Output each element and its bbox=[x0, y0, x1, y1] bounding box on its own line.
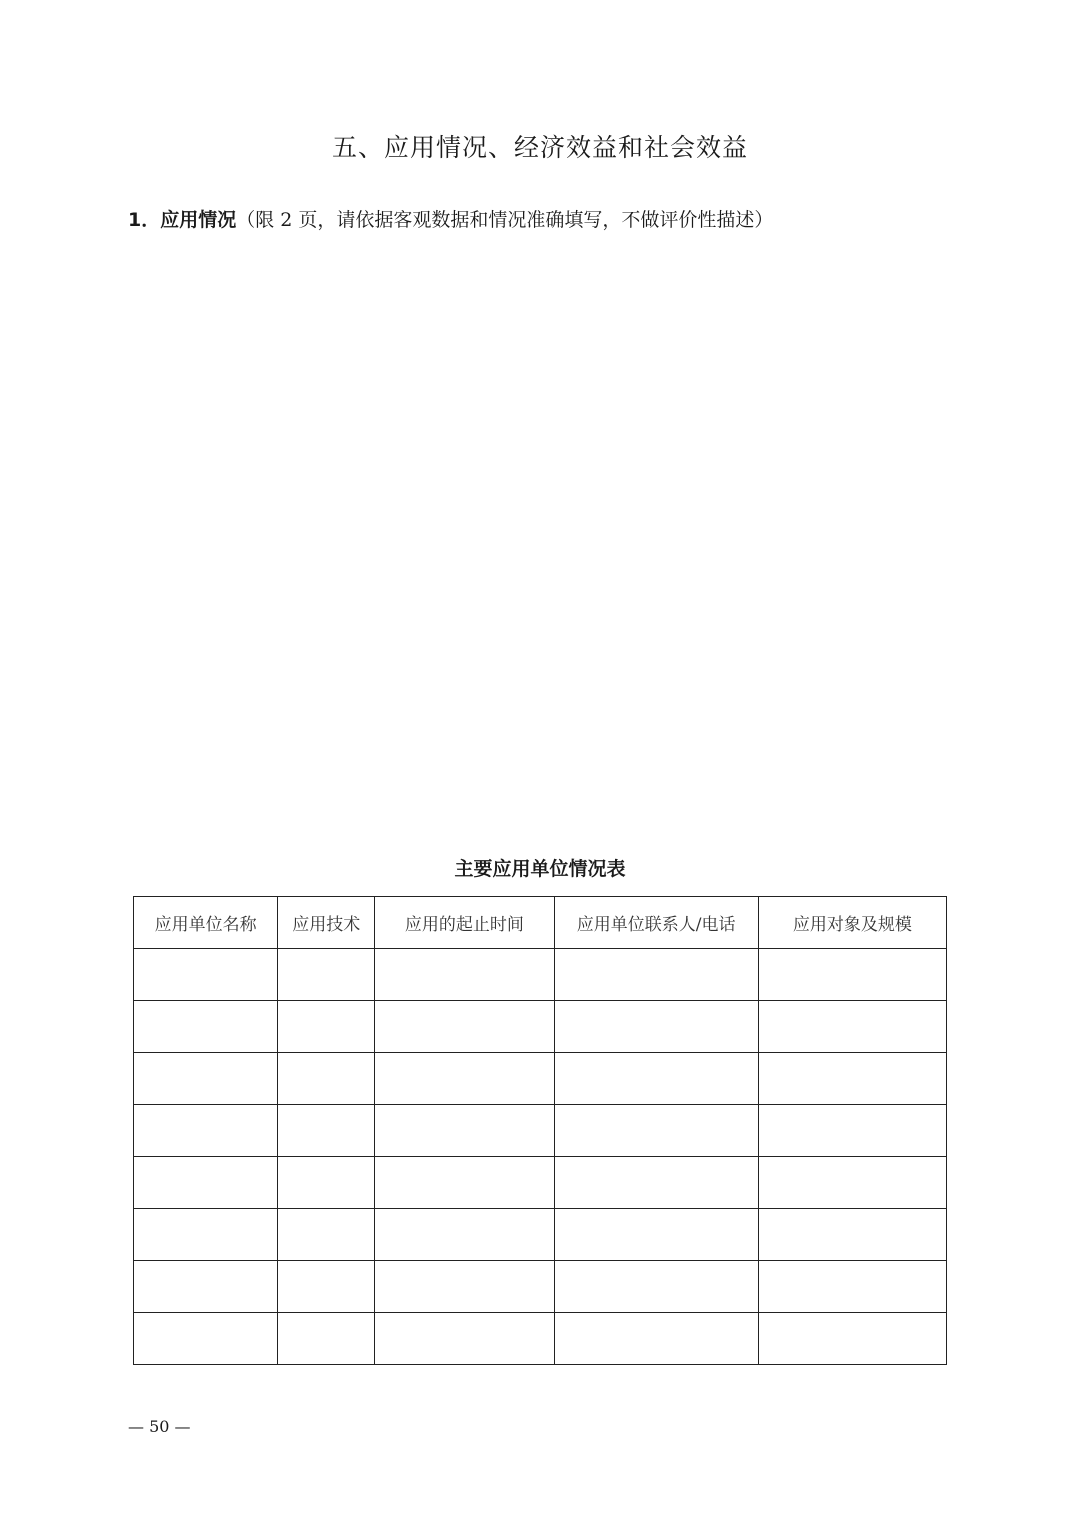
table-header-row bbox=[134, 897, 947, 949]
subheading-note: （限 2 页，请依据客观数据和情况准确填写，不做评价性描述） bbox=[236, 209, 774, 231]
cell-period[interactable] bbox=[375, 1209, 554, 1261]
table-row bbox=[134, 949, 947, 1001]
page-number: — 50 — bbox=[128, 1417, 191, 1436]
cell-technology[interactable] bbox=[278, 1001, 375, 1053]
header-period: 应用的起止时间 bbox=[375, 897, 554, 949]
application-units-table bbox=[133, 896, 947, 1365]
cell-scope[interactable] bbox=[758, 1053, 946, 1105]
cell-unit-name[interactable] bbox=[134, 949, 278, 1001]
cell-unit-name[interactable] bbox=[134, 1209, 278, 1261]
cell-technology[interactable] bbox=[278, 1209, 375, 1261]
cell-unit-name[interactable] bbox=[134, 1313, 278, 1365]
subheading-label: 应用情况 bbox=[160, 209, 237, 231]
cell-contact[interactable] bbox=[554, 949, 758, 1001]
cell-period[interactable] bbox=[375, 1053, 554, 1105]
header-contact: 应用单位联系人/电话 bbox=[554, 897, 758, 949]
cell-scope[interactable] bbox=[758, 1209, 946, 1261]
cell-technology[interactable] bbox=[278, 1261, 375, 1313]
cell-contact[interactable] bbox=[554, 1261, 758, 1313]
cell-contact[interactable] bbox=[554, 1313, 758, 1365]
section-title: 五、应用情况、经济效益和社会效益 bbox=[331, 133, 748, 162]
application-description-area[interactable] bbox=[128, 240, 948, 840]
cell-contact[interactable] bbox=[554, 1105, 758, 1157]
cell-technology[interactable] bbox=[278, 1053, 375, 1105]
cell-unit-name[interactable] bbox=[134, 1105, 278, 1157]
header-technology: 应用技术 bbox=[278, 897, 375, 949]
header-scope: 应用对象及规模 bbox=[758, 897, 946, 949]
cell-scope[interactable] bbox=[758, 1001, 946, 1053]
table-caption: 主要应用单位情况表 bbox=[454, 858, 626, 880]
cell-technology[interactable] bbox=[278, 1313, 375, 1365]
cell-contact[interactable] bbox=[554, 1157, 758, 1209]
header-unit-name: 应用单位名称 bbox=[134, 897, 278, 949]
cell-period[interactable] bbox=[375, 1001, 554, 1053]
table-row bbox=[134, 1105, 947, 1157]
cell-unit-name[interactable] bbox=[134, 1053, 278, 1105]
table-row bbox=[134, 1053, 947, 1105]
subheading bbox=[128, 205, 773, 232]
cell-scope[interactable] bbox=[758, 1313, 946, 1365]
subheading-number: 1． bbox=[128, 209, 161, 231]
table-row bbox=[134, 1209, 947, 1261]
table-row bbox=[134, 1261, 947, 1313]
cell-technology[interactable] bbox=[278, 1157, 375, 1209]
cell-scope[interactable] bbox=[758, 949, 946, 1001]
table-row bbox=[134, 1157, 947, 1209]
cell-unit-name[interactable] bbox=[134, 1261, 278, 1313]
cell-period[interactable] bbox=[375, 949, 554, 1001]
cell-technology[interactable] bbox=[278, 949, 375, 1001]
cell-scope[interactable] bbox=[758, 1105, 946, 1157]
cell-technology[interactable] bbox=[278, 1105, 375, 1157]
cell-period[interactable] bbox=[375, 1157, 554, 1209]
cell-contact[interactable] bbox=[554, 1053, 758, 1105]
cell-scope[interactable] bbox=[758, 1261, 946, 1313]
table-row bbox=[134, 1313, 947, 1365]
cell-scope[interactable] bbox=[758, 1157, 946, 1209]
table-row bbox=[134, 1001, 947, 1053]
cell-contact[interactable] bbox=[554, 1209, 758, 1261]
cell-contact[interactable] bbox=[554, 1001, 758, 1053]
cell-period[interactable] bbox=[375, 1261, 554, 1313]
cell-period[interactable] bbox=[375, 1105, 554, 1157]
cell-unit-name[interactable] bbox=[134, 1157, 278, 1209]
cell-period[interactable] bbox=[375, 1313, 554, 1365]
cell-unit-name[interactable] bbox=[134, 1001, 278, 1053]
